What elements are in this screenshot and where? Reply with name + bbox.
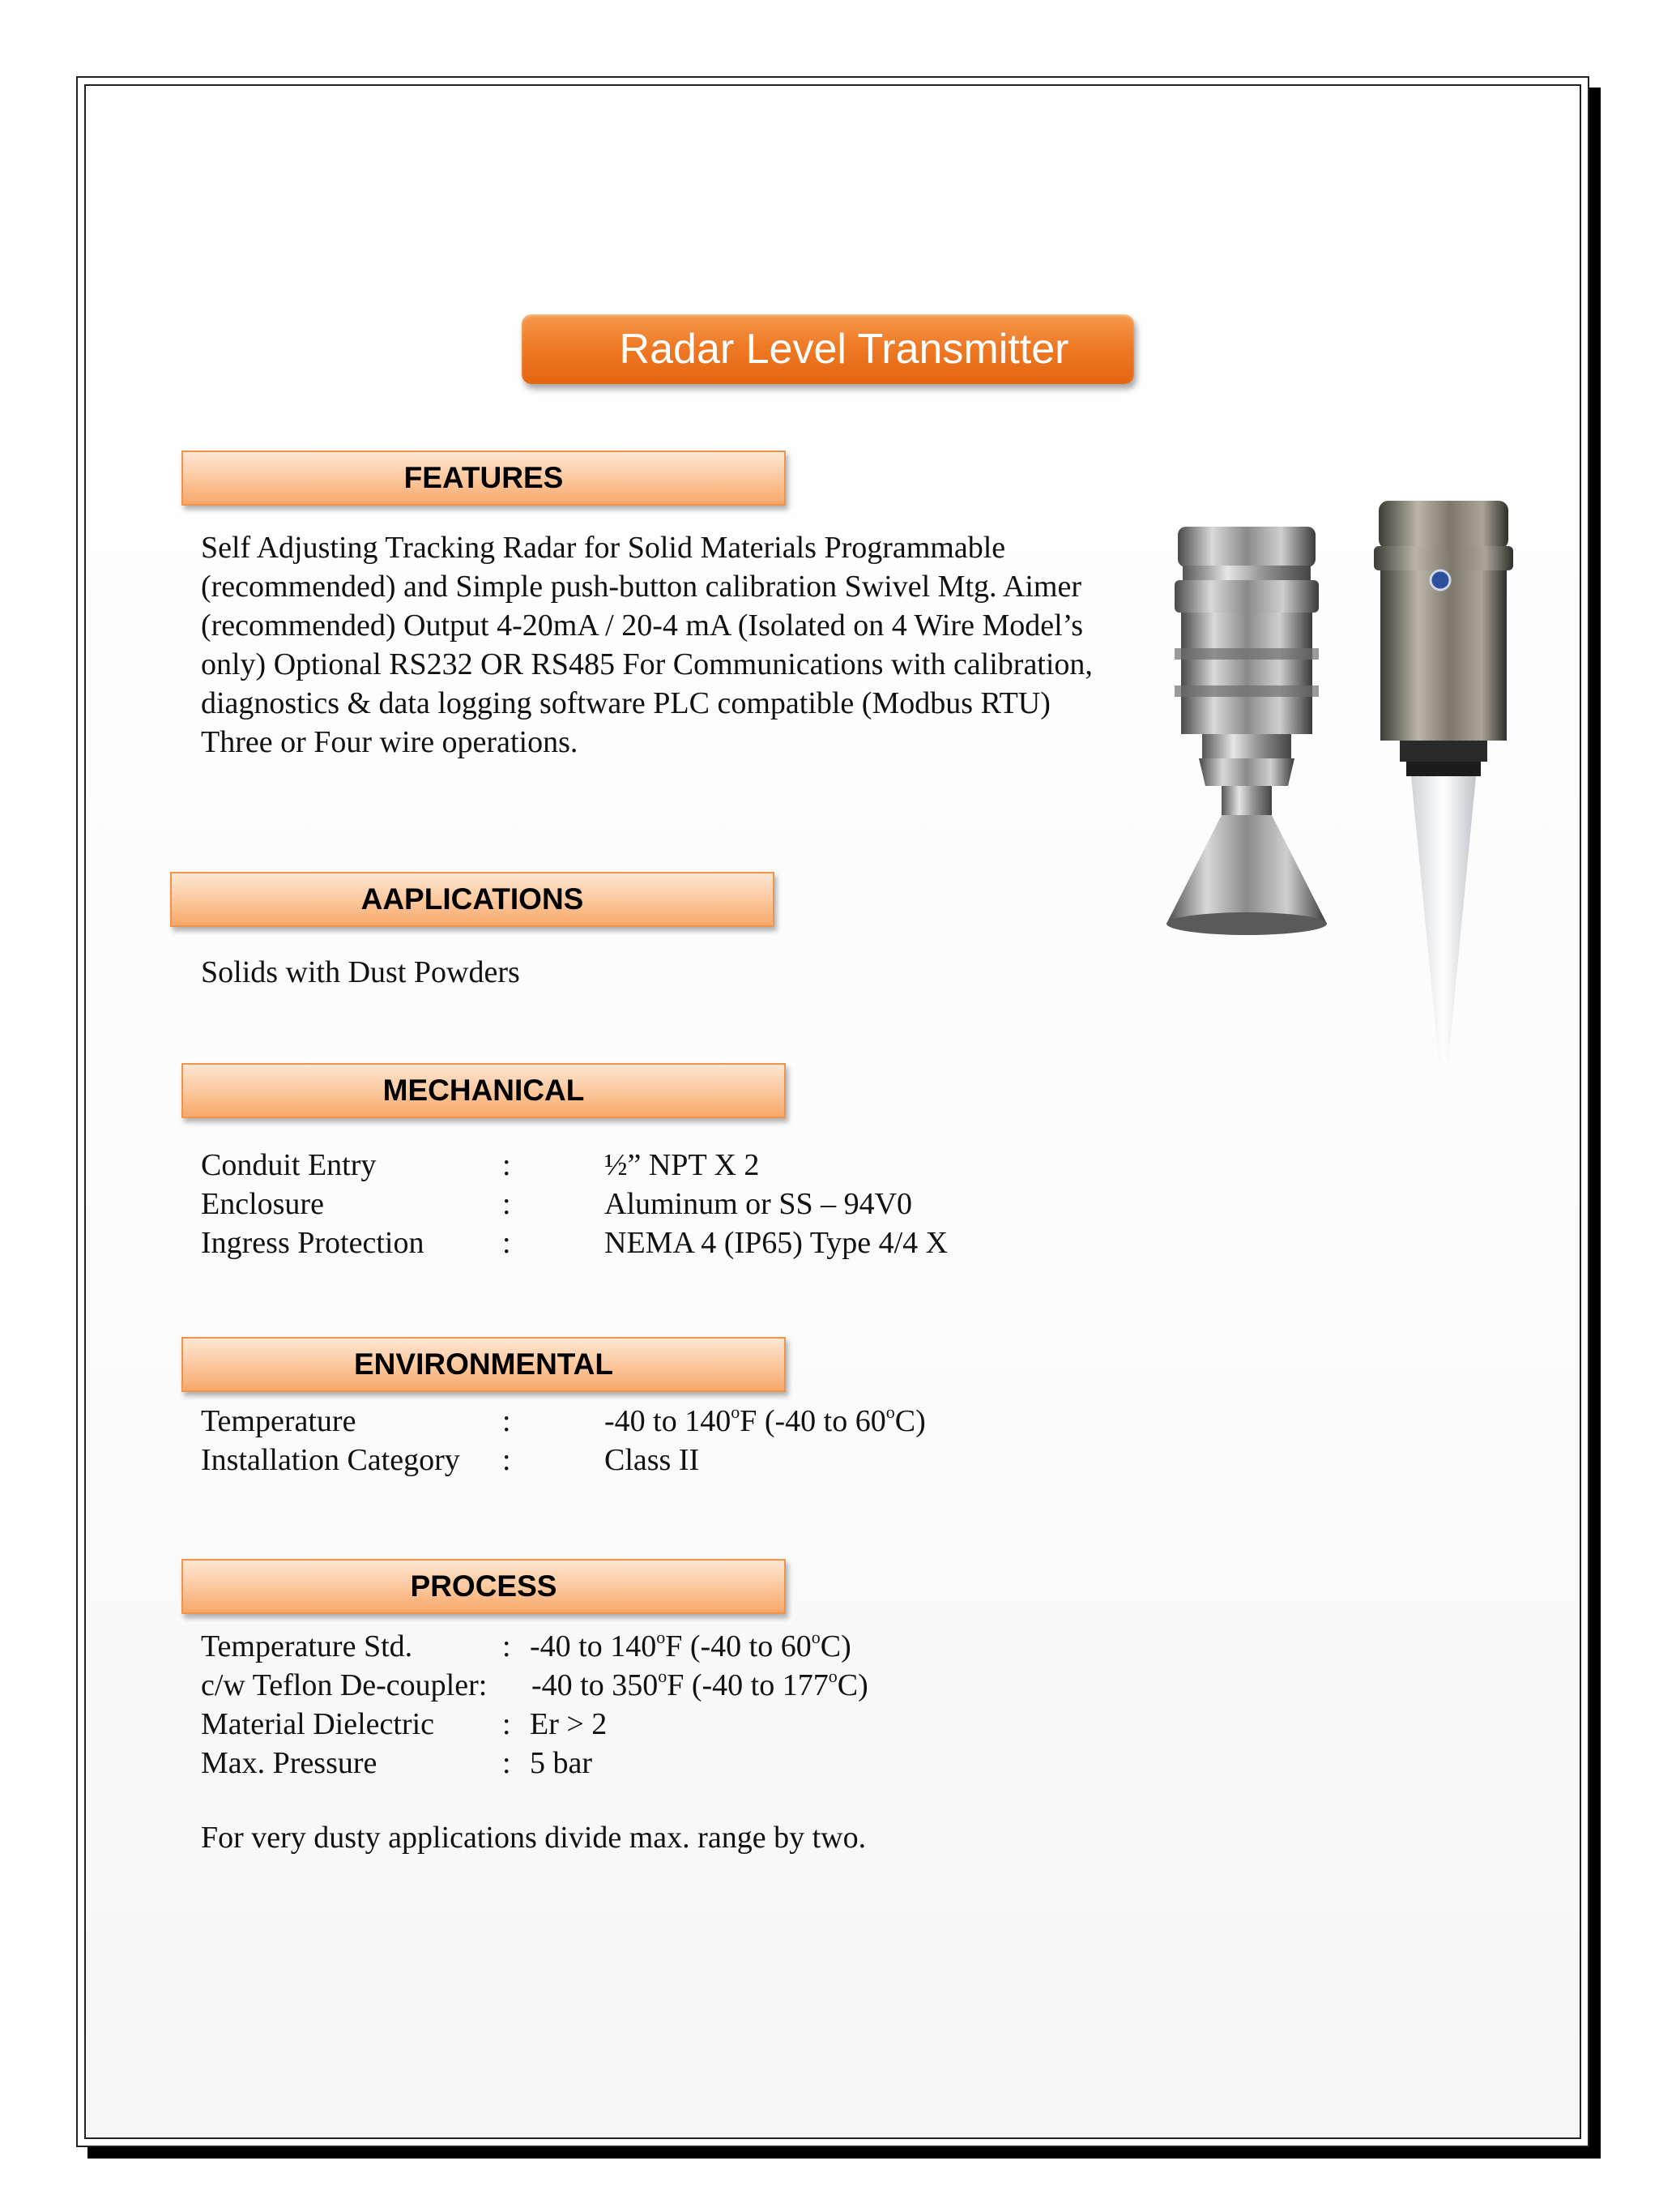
row-separator: : bbox=[502, 1746, 511, 1780]
value-part: C) bbox=[837, 1668, 868, 1702]
row-value: Class II bbox=[604, 1443, 700, 1477]
row-label: Temperature bbox=[201, 1404, 356, 1438]
value-part: -40 to 140 bbox=[604, 1404, 731, 1438]
row-value: NEMA 4 (IP65) Type 4/4 X bbox=[604, 1226, 949, 1260]
value-part: F (-40 to 60 bbox=[665, 1629, 812, 1663]
features-header: FEATURES bbox=[181, 451, 786, 506]
row-separator: : bbox=[502, 1629, 511, 1663]
applications-text: Solids with Dust Powders bbox=[201, 955, 520, 989]
row-label: Temperature Std. bbox=[201, 1629, 413, 1663]
value-part: F (-40 to 60 bbox=[740, 1404, 886, 1438]
row-label: Material Dielectric bbox=[201, 1707, 435, 1741]
row-value bbox=[530, 1627, 851, 1666]
title-banner: Radar Level Transmitter bbox=[522, 314, 1134, 384]
row-label: Conduit Entry bbox=[201, 1148, 377, 1182]
process-note: For very dusty applications divide max. range by two. bbox=[201, 1821, 867, 1855]
degree-mark: o bbox=[828, 1666, 838, 1686]
degree-mark: o bbox=[811, 1627, 821, 1647]
row-value: ½” NPT X 2 bbox=[604, 1148, 760, 1182]
row-value: Er > 2 bbox=[530, 1707, 608, 1741]
row-label: Max. Pressure bbox=[201, 1746, 377, 1780]
row-separator: : bbox=[502, 1226, 511, 1260]
row-value: Aluminum or SS – 94V0 bbox=[604, 1187, 913, 1221]
row-value: 5 bar bbox=[530, 1746, 593, 1780]
value-part: C) bbox=[894, 1404, 926, 1438]
row-value bbox=[604, 1402, 926, 1441]
row-separator: : bbox=[502, 1707, 511, 1741]
environmental-header: ENVIRONMENTAL bbox=[181, 1337, 786, 1392]
applications-header: AAPLICATIONS bbox=[170, 872, 774, 927]
degree-mark: o bbox=[885, 1402, 895, 1422]
row-separator: : bbox=[502, 1443, 511, 1477]
features-text: Self Adjusting Tracking Radar for Solid Materials Programmable (recommended) and Simple push-button calibration Swivel Mtg. Aimer (recommended) Output 4-20mA / 20-4 mA (Isolated on 4 Wire Model’s only) Optional RS232 OR RS485 For Communications with calibration, diagnostics & data logging software PLC compatible (Modbus RTU) Three or Four wire operations. bbox=[201, 531, 1093, 759]
row-label: Enclosure bbox=[201, 1187, 324, 1221]
value-part: F (-40 to 177 bbox=[667, 1668, 829, 1702]
row-label: Ingress Protection bbox=[201, 1226, 424, 1260]
row-separator: : bbox=[502, 1404, 511, 1438]
horn-antenna-transmitter-image bbox=[1150, 502, 1345, 956]
value-part: -40 to 140 bbox=[530, 1629, 657, 1663]
row-label: c/w Teflon De-coupler: bbox=[201, 1668, 488, 1702]
degree-mark: o bbox=[658, 1666, 667, 1686]
rod-antenna-transmitter-image bbox=[1361, 493, 1523, 1076]
row-value bbox=[531, 1666, 868, 1705]
degree-mark: o bbox=[656, 1627, 666, 1647]
degree-mark: o bbox=[731, 1402, 740, 1422]
row-label: Installation Category bbox=[201, 1443, 460, 1477]
process-header: PROCESS bbox=[181, 1559, 786, 1614]
row-separator: : bbox=[502, 1148, 511, 1182]
value-part: -40 to 350 bbox=[531, 1668, 659, 1702]
row-separator: : bbox=[502, 1187, 511, 1221]
mechanical-header: MECHANICAL bbox=[181, 1063, 786, 1118]
value-part: C) bbox=[820, 1629, 851, 1663]
